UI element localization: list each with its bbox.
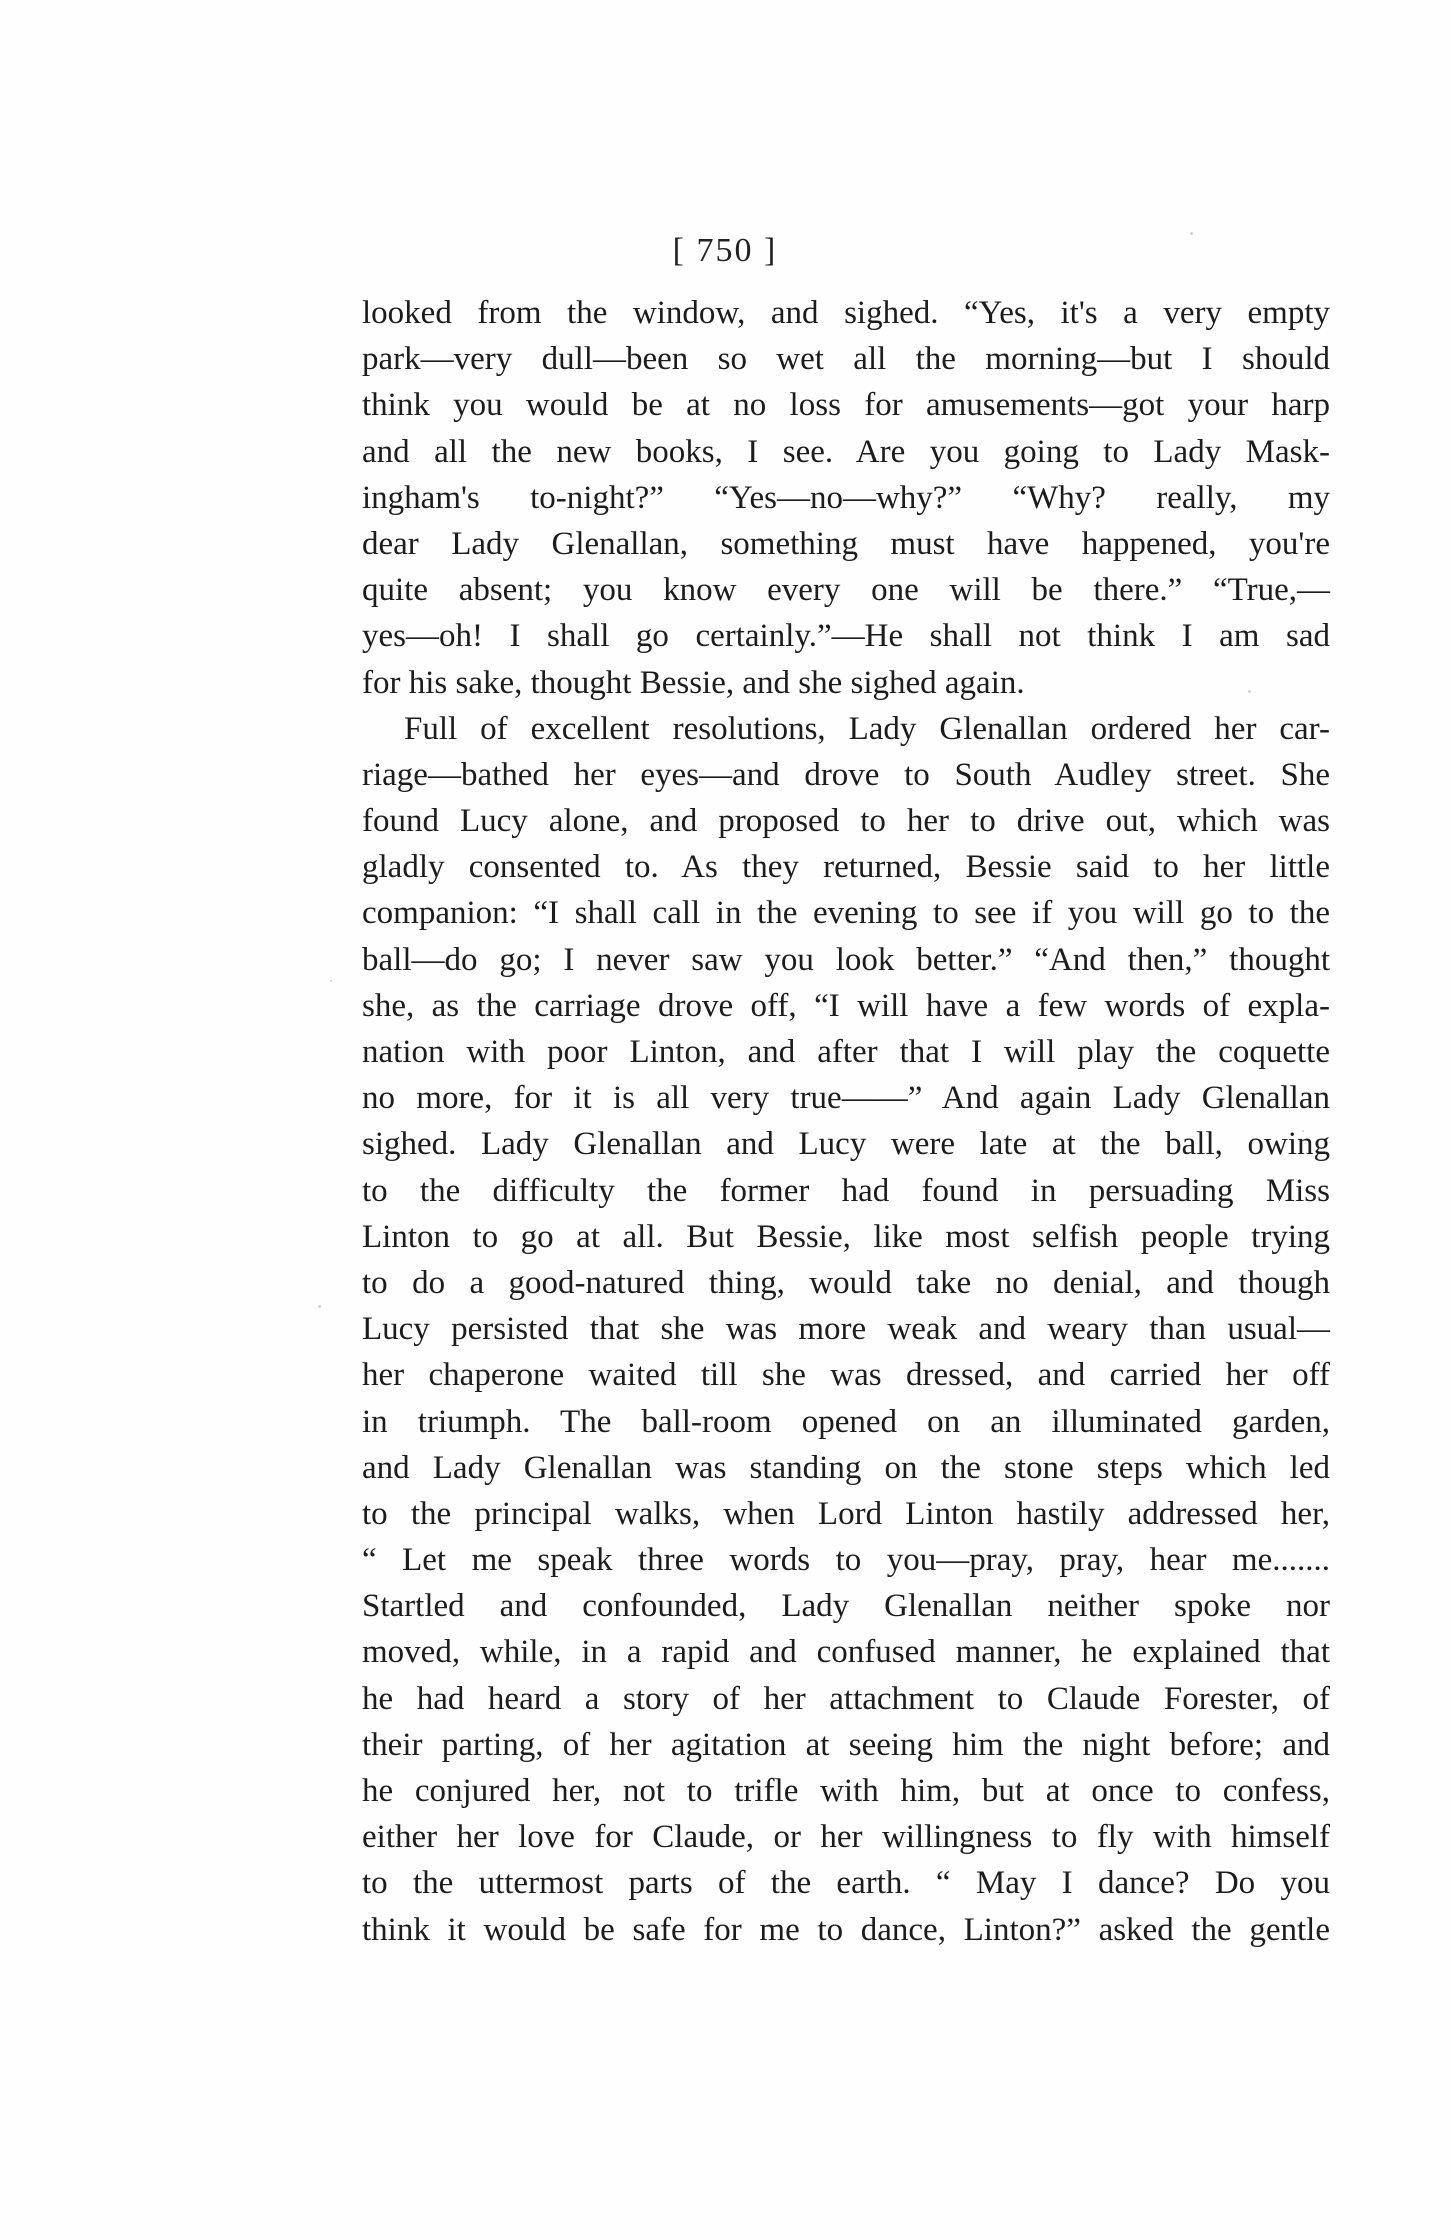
text-line: “ Let me speak three words to you—pray, pray, hear me....... <box>362 1542 1330 1579</box>
text-line: Linton to go at all. But Bessie, like most selfish people trying <box>362 1218 1330 1255</box>
scan-speck <box>1190 232 1193 235</box>
text-line: either her love for Claude, or her willingness to fly with himself <box>362 1819 1330 1856</box>
text-line: found Lucy alone, and proposed to her to drive out, which was <box>362 803 1330 840</box>
text-line: quite absent; you know every one will be there.” “True,— <box>362 572 1330 609</box>
scan-speck <box>318 1305 321 1308</box>
text-line: she, as the carriage drove off, “I will have a few words of expla- <box>362 987 1330 1024</box>
text-line: sighed. Lady Glenallan and Lucy were late at the ball, owing <box>362 1126 1330 1163</box>
text-line: Startled and confounded, Lady Glenallan neither spoke nor <box>362 1588 1330 1625</box>
text-line: dear Lady Glenallan, something must have happened, you're <box>362 525 1330 562</box>
text-line: their parting, of her agitation at seeing him the night before; and <box>362 1726 1330 1763</box>
text-line: no more, for it is all very true——” And again Lady Glenallan <box>362 1080 1330 1117</box>
text-line: moved, while, in a rapid and confused manner, he explained that <box>362 1634 1330 1671</box>
text-line: looked from the window, and sighed. “Yes, it's a very empty <box>362 295 1330 331</box>
text-line: yes—oh! I shall go certainly.”—He shall not think I am sad <box>362 618 1330 655</box>
text-line: and Lady Glenallan was standing on the stone steps which led <box>362 1449 1330 1486</box>
text-line: think it would be safe for me to dance, Linton?” asked the gentle <box>362 1911 1330 1948</box>
text-line: and all the new books, I see. Are you going to Lady Mask- <box>362 433 1330 470</box>
text-line: he had heard a story of her attachment to Claude Forester, of <box>362 1680 1330 1717</box>
text-line: gladly consented to. As they returned, Bessie said to her little <box>362 849 1330 886</box>
text-line: ingham's to-night?” “Yes—no—why?” “Why? really, my <box>362 479 1330 516</box>
text-line: companion: “I shall call in the evening to see if you will go to the <box>362 895 1330 932</box>
paragraph-start-line: Full of excellent resolutions, Lady Glenallan ordered her car- <box>404 710 1330 747</box>
text-line: for his sake, thought Bessie, and she sighed again. <box>362 664 1025 701</box>
text-line: Lucy persisted that she was more weak and weary than usual— <box>362 1311 1330 1348</box>
body-text <box>362 290 1330 1953</box>
text-line: nation with poor Linton, and after that I will play the coquette <box>362 1034 1330 1070</box>
text-line: think you would be at no loss for amusements—got your harp <box>362 387 1330 424</box>
scan-speck <box>1302 1130 1304 1132</box>
text-line: her chaperone waited till she was dressed, and carried her off <box>362 1357 1330 1394</box>
text-line: to do a good-natured thing, would take no denial, and though <box>362 1264 1330 1301</box>
text-line: riage—bathed her eyes—and drove to South Audley street. She <box>362 756 1330 793</box>
text-line: park—very dull—been so wet all the morning—but I should <box>362 341 1330 378</box>
text-line: in triumph. The ball-room opened on an illuminated garden, <box>362 1403 1330 1440</box>
text-line: ball—do go; I never saw you look better.” “And then,” thought <box>362 941 1330 978</box>
page-number: [ 750 ] <box>672 232 778 269</box>
scan-speck <box>330 980 332 982</box>
text-line: he conjured her, not to trifle with him, but at once to confess, <box>362 1773 1330 1809</box>
scan-speck <box>1248 690 1251 693</box>
text-line: to the principal walks, when Lord Linton hastily addressed her, <box>362 1495 1330 1532</box>
text-line: to the difficulty the former had found in persuading Miss <box>362 1172 1330 1209</box>
text-line: to the uttermost parts of the earth. “ May I dance? Do you <box>362 1865 1330 1902</box>
